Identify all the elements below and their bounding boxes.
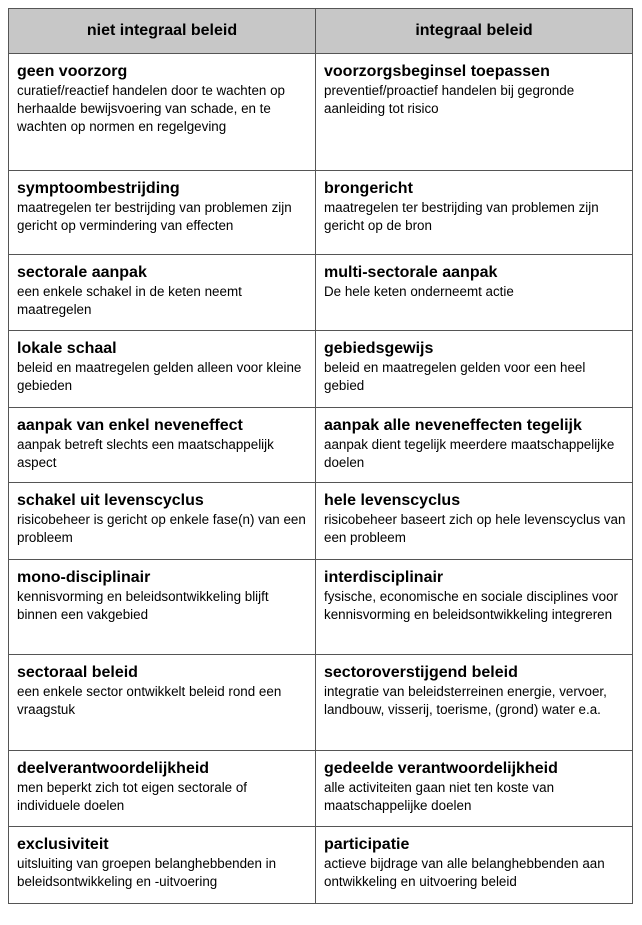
description: De hele keten onderneemt actie [324, 284, 514, 299]
comparison-table-wrapper [8, 8, 632, 904]
table-row [9, 171, 633, 255]
table-row [9, 408, 633, 483]
description: een enkele schakel in de keten neemt maatregelen [17, 284, 242, 317]
description: integratie van beleidsterreinen energie, vervoer, landbouw, visserij, toerisme, (grond) water e.a. [324, 684, 607, 717]
term: exclusiviteit [17, 836, 109, 853]
term: schakel uit levenscyclus [17, 492, 204, 509]
cell-integraal [316, 408, 633, 483]
description: kennisvorming en beleidsontwikkeling blijft binnen een vakgebied [17, 589, 269, 622]
description: fysische, economische en sociale disciplines voor kennisvorming en beleidsontwikkeling integreren [324, 589, 618, 622]
cell-niet-integraal [9, 408, 316, 483]
term: lokale schaal [17, 340, 117, 357]
cell-integraal [316, 827, 633, 904]
table-row [9, 483, 633, 560]
term: hele levenscyclus [324, 492, 461, 509]
description: actieve bijdrage van alle belanghebbenden aan ontwikkeling en uitvoering beleid [324, 856, 605, 889]
term: sectoraal beleid [17, 664, 138, 681]
term: aanpak alle neveneffecten tegelijk [324, 417, 582, 434]
term: geen voorzorg [17, 63, 128, 80]
cell-integraal [316, 171, 633, 255]
description: alle activiteiten gaan niet ten koste van maatschappelijke doelen [324, 780, 555, 813]
cell-niet-integraal [9, 171, 316, 255]
cell-niet-integraal [9, 255, 316, 331]
description: curatief/reactief handelen door te wachten op herhaalde bewijsvoering van schade, en te wachten op normen en regelgeving [17, 83, 285, 134]
term: brongericht [324, 180, 413, 197]
header-niet-integraal: niet integraal beleid [9, 9, 316, 54]
term: participatie [324, 836, 410, 853]
term: sectorale aanpak [17, 264, 147, 281]
table-row [9, 255, 633, 331]
cell-integraal [316, 255, 633, 331]
cell-integraal [316, 655, 633, 751]
description: risicobeheer is gericht op enkele fase(n) van een probleem [17, 512, 306, 545]
description: beleid en maatregelen gelden alleen voor kleine gebieden [17, 360, 302, 393]
description: aanpak betreft slechts een maatschappelijk aspect [17, 437, 274, 470]
description: men beperkt zich tot eigen sectorale of individuele doelen [17, 780, 248, 813]
cell-niet-integraal [9, 331, 316, 408]
table-row [9, 655, 633, 751]
description: maatregelen ter bestrijding van problemen zijn gericht op vermindering van effecten [17, 200, 292, 233]
table-header-row [9, 9, 633, 54]
term: gebiedsgewijs [324, 340, 434, 357]
table-row [9, 751, 633, 827]
table-row [9, 331, 633, 408]
header-integraal: integraal beleid [316, 9, 633, 54]
description: een enkele sector ontwikkelt beleid rond een vraagstuk [17, 684, 282, 717]
term: gedeelde verantwoordelijkheid [324, 760, 558, 777]
table-row [9, 560, 633, 655]
table-row [9, 827, 633, 904]
cell-integraal [316, 54, 633, 171]
term: aanpak van enkel neveneffect [17, 417, 243, 434]
description: preventief/proactief handelen bij gegronde aanleiding tot risico [324, 83, 575, 116]
cell-niet-integraal [9, 827, 316, 904]
term: symptoombestrijding [17, 180, 180, 197]
cell-integraal [316, 331, 633, 408]
term: interdisciplinair [324, 569, 444, 586]
term: deelverantwoordelijkheid [17, 760, 210, 777]
description: maatregelen ter bestrijding van problemen zijn gericht op de bron [324, 200, 599, 233]
term: multi-sectorale aanpak [324, 264, 498, 281]
cell-integraal [316, 751, 633, 827]
term: mono-disciplinair [17, 569, 151, 586]
cell-niet-integraal [9, 751, 316, 827]
cell-niet-integraal [9, 560, 316, 655]
description: uitsluiting van groepen belanghebbenden in beleidsontwikkeling en -uitvoering [17, 856, 277, 889]
term: sectoroverstijgend beleid [324, 664, 518, 681]
description: beleid en maatregelen gelden voor een heel gebied [324, 360, 586, 393]
table-row [9, 54, 633, 171]
comparison-table [8, 8, 633, 904]
cell-niet-integraal [9, 655, 316, 751]
cell-niet-integraal [9, 483, 316, 560]
description: risicobeheer baseert zich op hele levenscyclus van een probleem [324, 512, 626, 545]
term: voorzorgsbeginsel toepassen [324, 63, 550, 80]
description: aanpak dient tegelijk meerdere maatschappelijke doelen [324, 437, 615, 470]
cell-integraal [316, 560, 633, 655]
cell-niet-integraal [9, 54, 316, 171]
cell-integraal [316, 483, 633, 560]
